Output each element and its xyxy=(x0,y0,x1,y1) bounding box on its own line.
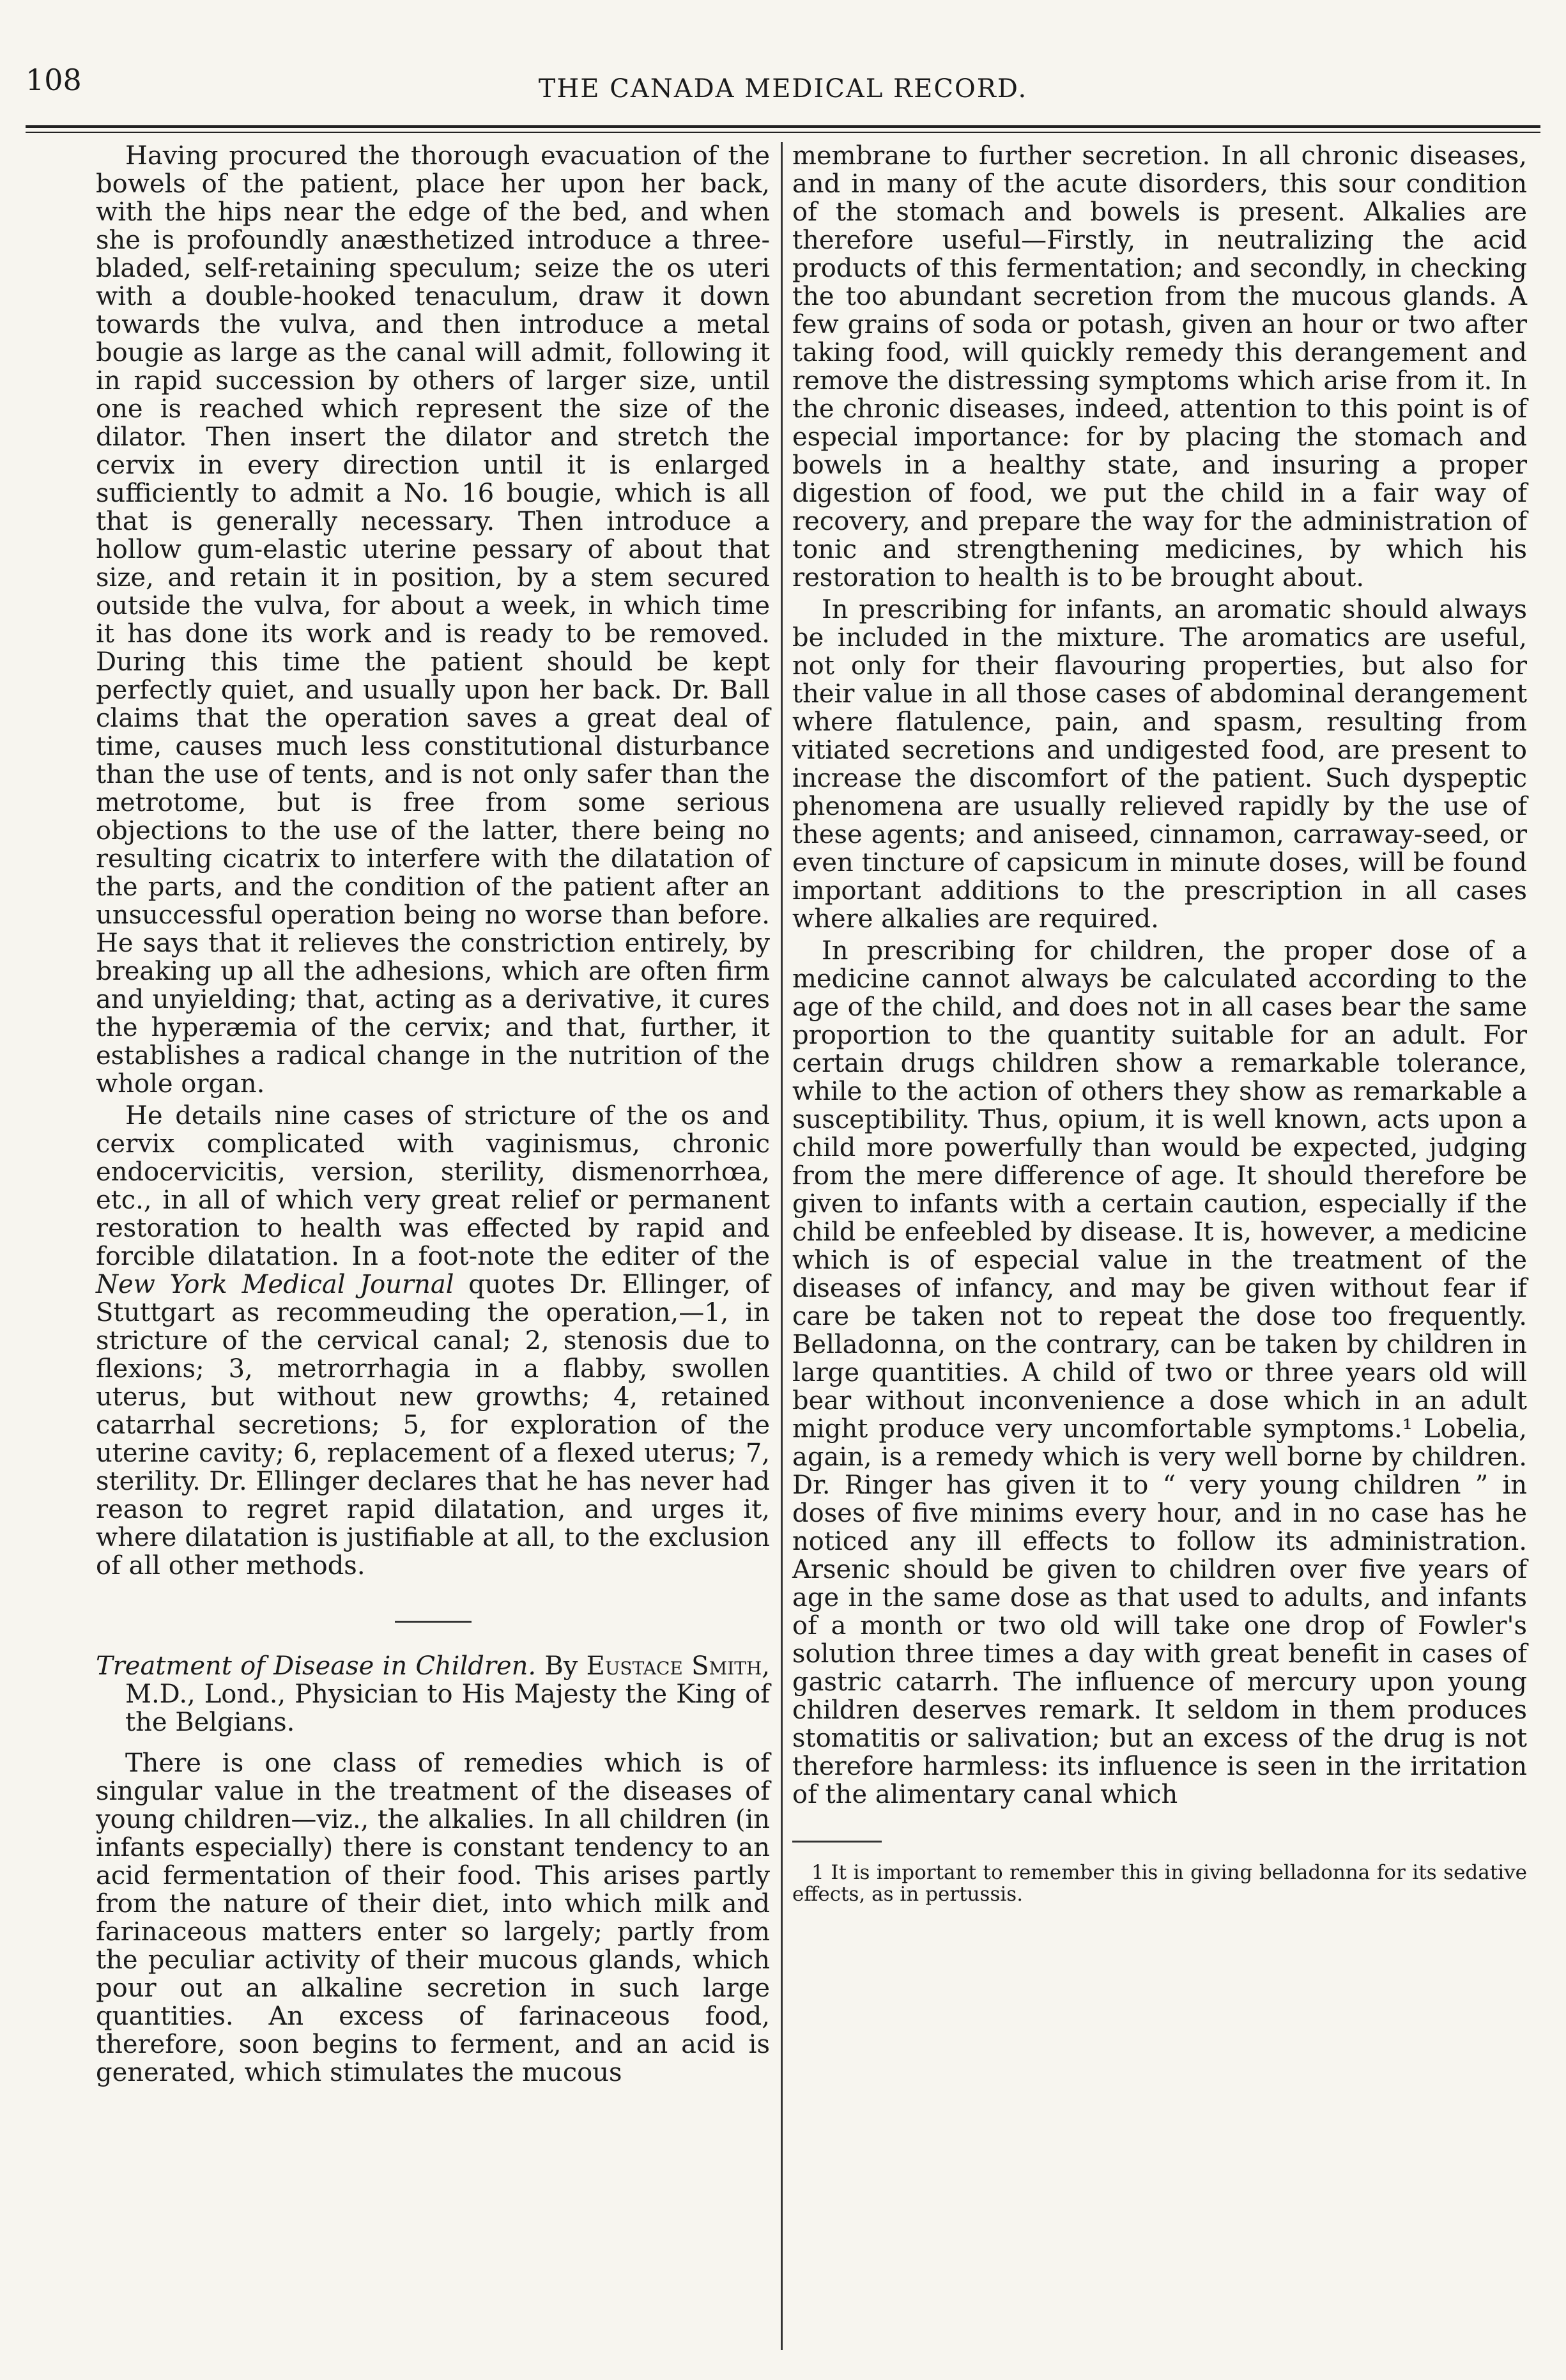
article-author: Eustace Smith xyxy=(586,1651,762,1681)
paragraph-chronic-diseases: membrane to further secretion. In all chronic diseases, and in many of the acute disorders, this sour condition of the stomach and bowels is present. Alkalies are therefore useful—Firstly, in neutralizing the acid products of this fermentation; and secondly, in checking the too abundant secretion from the mucous glands. A few grains of soda or potash, given an hour or two after taking food, will quickly remedy this derangement and remove the distressing symptoms which arise from it. In the chronic diseases, indeed, attention to this point is of especial importance: for by placing the stomach and bowels in a healthy state, and insuring a proper digestion of food, we put the child in a fair way of recovery, and prepare the way for the administration of tonic and strengthening medicines, by which his restoration to health is to be brought about. xyxy=(792,141,1527,592)
article-heading xyxy=(96,1652,770,1736)
page-header xyxy=(26,38,1540,104)
journal-name-italic: New York Medical Journal xyxy=(96,1270,454,1299)
paragraph-alkalies: There is one class of remedies which is of singular value in the treatment of the diseases of young children—viz., the alkalies. In all children (in infants especially) there is constant tendency to an acid fermentation of their food. This arises partly from the nature of their diet, into which milk and farinaceous matters enter so largely; partly from the peculiar activity of their mucous glands, which pour out an alkaline secretion in such large quantities. An excess of farinaceous food, therefore, soon begins to ferment, and an acid is generated, which stimulates the mucous xyxy=(96,1749,770,2087)
footnote: 1 It is important to remember this in giving belladonna for its sedative effects, as in pertussis. xyxy=(792,1861,1527,1906)
right-column xyxy=(792,142,1527,1905)
article-title: Treatment of Disease in Children. xyxy=(96,1651,537,1681)
paragraph-dosage: In prescribing for children, the proper dose of a medicine cannot always be calculated according to the age of the child, and does not in all cases bear the same proportion to the quantity suitable for an adult. For certain drugs children show a remarkable tolerance, while to the action of others they show as remarkable a susceptibility. Thus, opium, it is well known, acts upon a child more powerfully than would be expected, judging from the mere difference of age. It should therefore be given to infants with a certain caution, especially if the child be enfeebled by disease. It is, however, a medicine which is of especial value in the treatment of the diseases of infancy, and may be given without fear if care be taken not to repeat the dose too frequently. Belladonna, on the contrary, can be taken by children in large quantities. A child of two or three years old will bear without inconvenience a dose which in an adult might produce very uncomfortable symptoms.¹ Lobelia, again, is a remedy which is very well borne by children. Dr. Ringer has given it to “ very young children ” in doses of five minims every hour, and in no case has he noticed any ill effects to follow its administration. Arsenic should be given to children over five years of age in the same dose as that used to adults, and infants of a month or two old will take one drop of Fowler's solution three times a day with great benefit in cases of gastric catarrh. The influence of mercury upon young children deserves remark. It seldom in them produces stomatitis or salivation; but an excess of the drug is not therefore harmless: its influence is seen in the irritation of the alimentary canal which xyxy=(792,936,1527,1809)
paragraph-cases-text-b: quotes Dr. Ellinger, of Stuttgart as recommeuding the operation,—1, in stricture of the cervical canal; 2, stenosis due to flexions; 3, metrorrhagia in a flabby, swollen uterus, but without new growths; 4, retained catarrhal secretions; 5, for exploration of the uterine cavity; 6, replacement of a flexed uterus; 7, sterility. Dr. Ellinger declares that he has never had reason to regret rapid dilatation, and urges it, where dilatation is justifiable at all, to the exclusion of all other methods. xyxy=(96,1270,770,1580)
column-divider xyxy=(781,142,783,2350)
header-rule-thick xyxy=(26,125,1540,128)
section-divider xyxy=(395,1621,472,1623)
paragraph-dilatation-procedure: Having procured the thorough evacuation of the bowels of the patient, place her upon her back, with the hips near the edge of the bed, and when she is profoundly anæsthetized introduce a three-bladed, self-retaining speculum; seize the os uteri with a double-hooked tenaculum, draw it down towards the vulva, and then introduce a metal bougie as large as the canal will admit, following it in rapid succession by others of larger size, until one is reached which represent the size of the dilator. Then insert the dilator and stretch the cervix in every direction until it is enlarged sufficiently to admit a No. 16 bougie, which is all that is generally necessary. Then introduce a hollow gum-elastic uterine pessary of about that size, and retain it in position, by a stem secured outside the vulva, for about a week, in which time it has done its work and is ready to be removed. During this time the patient should be kept perfectly quiet, and usually upon her back. Dr. Ball claims that the operation saves a great deal of time, causes much less constitutional disturbance than the use of tents, and is not only safer than the metrotome, but is free from some serious objections to the use of the latter, there being no resulting cicatrix to interfere with the dilatation of the parts, and the condition of the patient after an unsuccessful operation being no worse than before. He says that it relieves the constriction entirely, by breaking up all the adhesions, which are often firm and unyielding; that, acting as a derivative, it cures the hyperæmia of the cervix; and that, further, it establishes a radical change in the nutrition of the whole organ. xyxy=(96,141,770,1099)
page-number: 108 xyxy=(26,63,82,97)
left-column xyxy=(96,142,770,2087)
article-credentials: , M.D., Lond., Physician to His Majesty the King of the Belgians. xyxy=(125,1651,771,1737)
header-rule-thin xyxy=(26,132,1540,133)
article-by: By xyxy=(536,1651,587,1681)
journal-title: THE CANADA MEDICAL RECORD. xyxy=(538,74,1028,104)
paragraph-aromatics: In prescribing for infants, an aromatic should always be included in the mixture. The aromatics are useful, not only for their flavouring properties, but also for their value in all those cases of abdominal derangement where flatulence, pain, and spasm, resulting from vitiated secretions and undigested food, are present to increase the discomfort of the patient. Such dyspeptic phenomena are usually relieved rapidly by the use of these agents; and aniseed, cinnamon, carraway-seed, or even tincture of capsicum in minute doses, will be found important additions to the prescription in all cases where alkalies are required. xyxy=(792,595,1527,934)
paragraph-cases-text-a: He details nine cases of stricture of the os and cervix complicated with vaginismus, chronic endocervicitis, version, sterility, dismenorrhœa, etc., in all of which very great relief or permanent restoration to health was effected by rapid and forcible dilatation. In a foot-note the editer of the xyxy=(96,1101,770,1271)
paragraph-cases xyxy=(96,1102,770,1580)
footnote-rule xyxy=(792,1841,882,1843)
